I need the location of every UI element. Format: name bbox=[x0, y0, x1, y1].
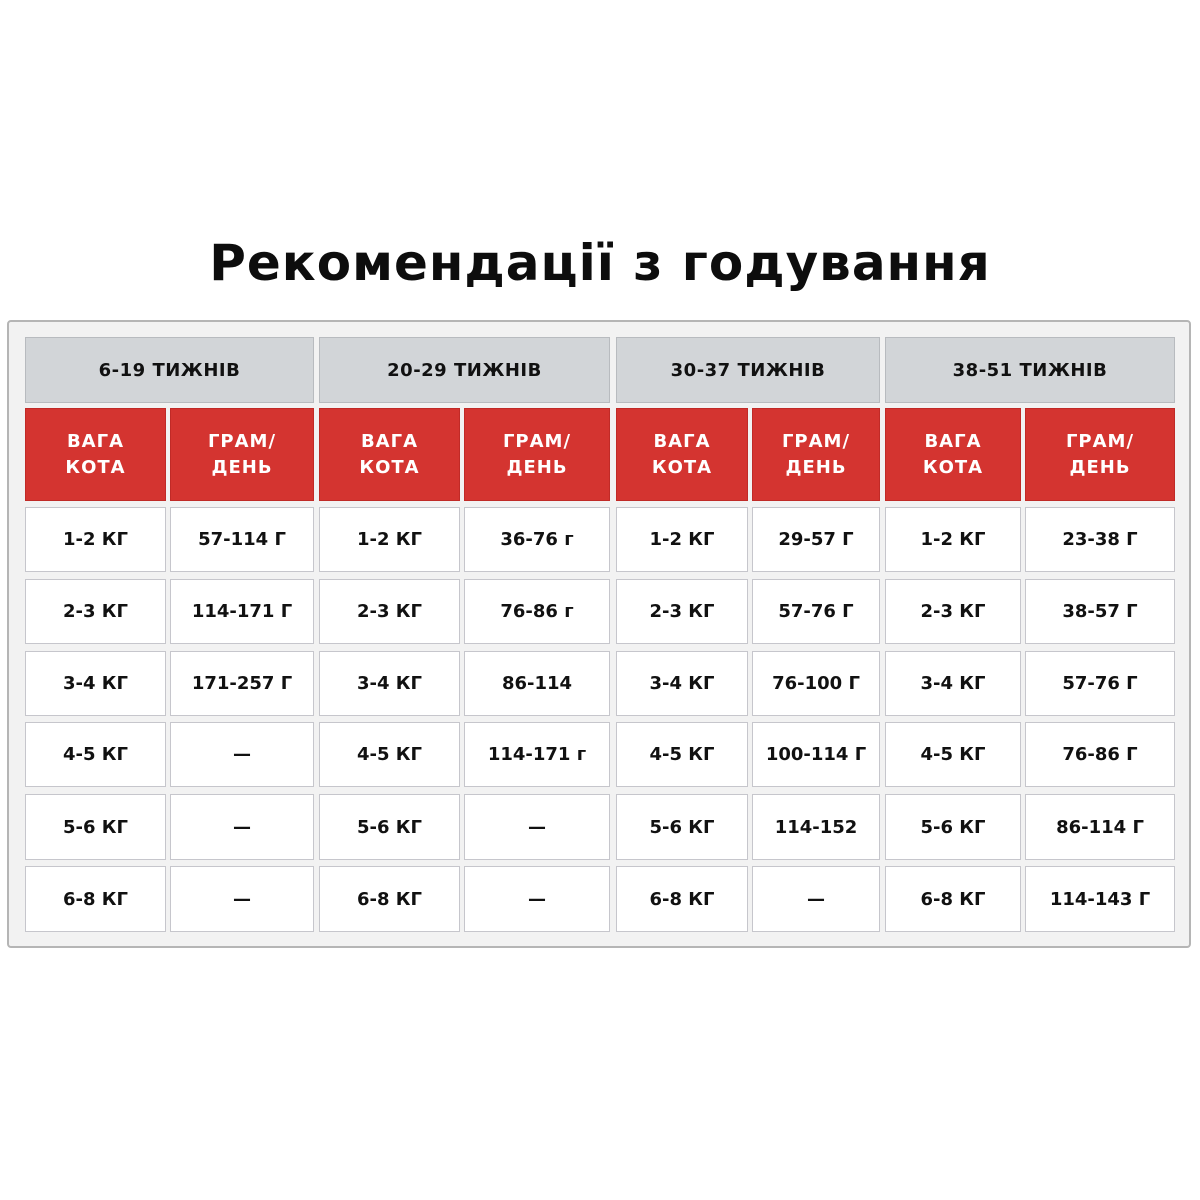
grams-cell-text: 171-257 Г bbox=[191, 673, 293, 694]
weight-cell-text: 2-3 КГ bbox=[649, 601, 715, 622]
weight-cell bbox=[616, 507, 748, 572]
weight-cell-text: 6-8 КГ bbox=[63, 888, 128, 910]
grams-cell bbox=[1025, 722, 1175, 787]
weight-cell-text: 3-4 КГ bbox=[63, 673, 128, 694]
weight-column-header bbox=[25, 408, 166, 501]
weight-cell bbox=[25, 722, 166, 787]
weight-cell bbox=[885, 794, 1021, 860]
weight-cell-text: 2-3 КГ bbox=[63, 601, 128, 622]
weight-cell-text: 3-4 КГ bbox=[649, 673, 715, 694]
weight-cell-text: 1-2 КГ bbox=[920, 529, 986, 550]
weight-column-header bbox=[319, 408, 460, 501]
weight-cell-text: 3-4 КГ bbox=[357, 673, 422, 694]
grams-cell-text: 114-143 Г bbox=[1049, 888, 1151, 910]
grams-cell-text: — bbox=[233, 744, 251, 765]
grams-cell-text: 114-171 г bbox=[487, 744, 587, 765]
grams-cell-text: 23-38 Г bbox=[1062, 529, 1138, 550]
weight-cell-text: 4-5 КГ bbox=[649, 744, 715, 765]
grams-cell bbox=[170, 722, 314, 787]
grams-cell bbox=[464, 722, 610, 787]
period-header bbox=[319, 337, 610, 403]
grams-column-header bbox=[464, 408, 610, 501]
grams-cell-text: 57-114 Г bbox=[198, 529, 286, 550]
grams-cell bbox=[170, 651, 314, 716]
grams-cell bbox=[1025, 579, 1175, 644]
weight-cell-text: 6-8 КГ bbox=[357, 888, 422, 910]
grams-cell-text: — bbox=[233, 888, 251, 910]
weight-cell-text: 1-2 КГ bbox=[357, 529, 422, 550]
grams-cell-text: 86-114 Г bbox=[1056, 816, 1144, 838]
grams-cell bbox=[1025, 507, 1175, 572]
grams-cell bbox=[170, 866, 314, 932]
grams-cell-text: 86-114 bbox=[501, 673, 573, 694]
weight-cell-text: 1-2 КГ bbox=[649, 529, 715, 550]
grams-cell-text: 29-57 Г bbox=[778, 529, 854, 550]
weight-cell bbox=[885, 722, 1021, 787]
grams-cell-text: 114-171 Г bbox=[191, 601, 293, 622]
weight-cell bbox=[616, 722, 748, 787]
grams-cell bbox=[464, 866, 610, 932]
weight-cell bbox=[25, 579, 166, 644]
weight-cell-text: 4-5 КГ bbox=[63, 744, 128, 765]
feeding-table bbox=[7, 320, 1191, 948]
grams-cell bbox=[464, 651, 610, 716]
grams-cell bbox=[170, 579, 314, 644]
grams-cell-text: 100-114 Г bbox=[765, 744, 867, 765]
grams-cell-text: — bbox=[233, 816, 251, 838]
period-header bbox=[25, 337, 314, 403]
weight-cell-text: 2-3 КГ bbox=[920, 601, 986, 622]
grams-column-header-text: ГРАМ/ ДЕНЬ bbox=[502, 430, 572, 478]
grams-cell-text: 57-76 Г bbox=[1062, 673, 1138, 694]
grams-cell-text: — bbox=[528, 888, 546, 910]
weight-cell bbox=[25, 866, 166, 932]
weight-cell bbox=[616, 866, 748, 932]
weight-column-header bbox=[885, 408, 1021, 501]
weight-cell bbox=[616, 579, 748, 644]
weight-column-header-text: ВАГА КОТА bbox=[65, 430, 126, 478]
grams-cell-text: 36-76 г bbox=[500, 529, 574, 550]
weight-cell-text: 4-5 КГ bbox=[920, 744, 986, 765]
grams-cell-text: 76-86 г bbox=[500, 601, 574, 622]
weight-cell bbox=[25, 794, 166, 860]
weight-cell-text: 5-6 КГ bbox=[63, 816, 128, 838]
grams-cell bbox=[752, 579, 880, 644]
weight-cell bbox=[885, 507, 1021, 572]
weight-cell-text: 6-8 КГ bbox=[920, 888, 986, 910]
weight-cell-text: 6-8 КГ bbox=[649, 888, 715, 910]
grams-cell-text: 38-57 Г bbox=[1062, 601, 1138, 622]
weight-cell bbox=[319, 722, 460, 787]
weight-cell bbox=[885, 651, 1021, 716]
grams-column-header bbox=[1025, 408, 1175, 501]
weight-column-header-text: ВАГА КОТА bbox=[922, 430, 984, 478]
grams-cell bbox=[752, 507, 880, 572]
grams-cell-text: 114-152 bbox=[774, 816, 858, 838]
grams-column-header bbox=[170, 408, 314, 501]
page-title: Рекомендації з годування bbox=[209, 234, 991, 292]
weight-cell-text: 5-6 КГ bbox=[920, 816, 986, 838]
grams-cell-text: 76-100 Г bbox=[772, 673, 860, 694]
grams-cell-text: 57-76 Г bbox=[778, 601, 854, 622]
weight-cell-text: 2-3 КГ bbox=[357, 601, 422, 622]
weight-cell bbox=[885, 579, 1021, 644]
weight-column-header bbox=[616, 408, 748, 501]
grams-cell-text: — bbox=[528, 816, 546, 838]
weight-cell bbox=[319, 507, 460, 572]
grams-cell bbox=[170, 507, 314, 572]
period-header-text: 6-19 ТИЖНІВ bbox=[98, 359, 241, 381]
weight-column-header-text: ВАГА КОТА bbox=[359, 430, 420, 478]
grams-cell bbox=[1025, 651, 1175, 716]
grams-cell-text: 76-86 Г bbox=[1062, 744, 1138, 765]
weight-cell-text: 5-6 КГ bbox=[649, 816, 715, 838]
period-header-text: 20-29 ТИЖНІВ bbox=[387, 359, 542, 381]
weight-cell-text: 5-6 КГ bbox=[357, 816, 422, 838]
weight-cell bbox=[319, 651, 460, 716]
grams-cell bbox=[752, 866, 880, 932]
period-header-text: 38-51 ТИЖНІВ bbox=[952, 359, 1108, 381]
weight-cell-text: 1-2 КГ bbox=[63, 529, 128, 550]
weight-cell bbox=[25, 651, 166, 716]
grams-cell bbox=[752, 794, 880, 860]
weight-column-header-text: ВАГА КОТА bbox=[651, 430, 713, 478]
weight-cell bbox=[319, 794, 460, 860]
grams-cell bbox=[1025, 866, 1175, 932]
grams-cell bbox=[464, 507, 610, 572]
grams-cell bbox=[464, 579, 610, 644]
weight-cell-text: 4-5 КГ bbox=[357, 744, 422, 765]
grams-cell-text: — bbox=[807, 888, 825, 910]
grams-cell bbox=[752, 651, 880, 716]
grams-cell bbox=[752, 722, 880, 787]
weight-cell bbox=[616, 651, 748, 716]
grams-column-header-text: ГРАМ/ ДЕНЬ bbox=[207, 430, 277, 478]
grams-cell bbox=[170, 794, 314, 860]
grams-column-header-text: ГРАМ/ ДЕНЬ bbox=[781, 430, 851, 478]
grams-column-header-text: ГРАМ/ ДЕНЬ bbox=[1065, 430, 1135, 478]
weight-cell bbox=[885, 866, 1021, 932]
weight-cell-text: 3-4 КГ bbox=[920, 673, 986, 694]
grams-cell bbox=[1025, 794, 1175, 860]
weight-cell bbox=[25, 507, 166, 572]
weight-cell bbox=[319, 866, 460, 932]
period-header-text: 30-37 ТИЖНІВ bbox=[670, 359, 826, 381]
grams-cell bbox=[464, 794, 610, 860]
grams-column-header bbox=[752, 408, 880, 501]
period-header bbox=[885, 337, 1175, 403]
period-header bbox=[616, 337, 880, 403]
weight-cell bbox=[616, 794, 748, 860]
weight-cell bbox=[319, 579, 460, 644]
